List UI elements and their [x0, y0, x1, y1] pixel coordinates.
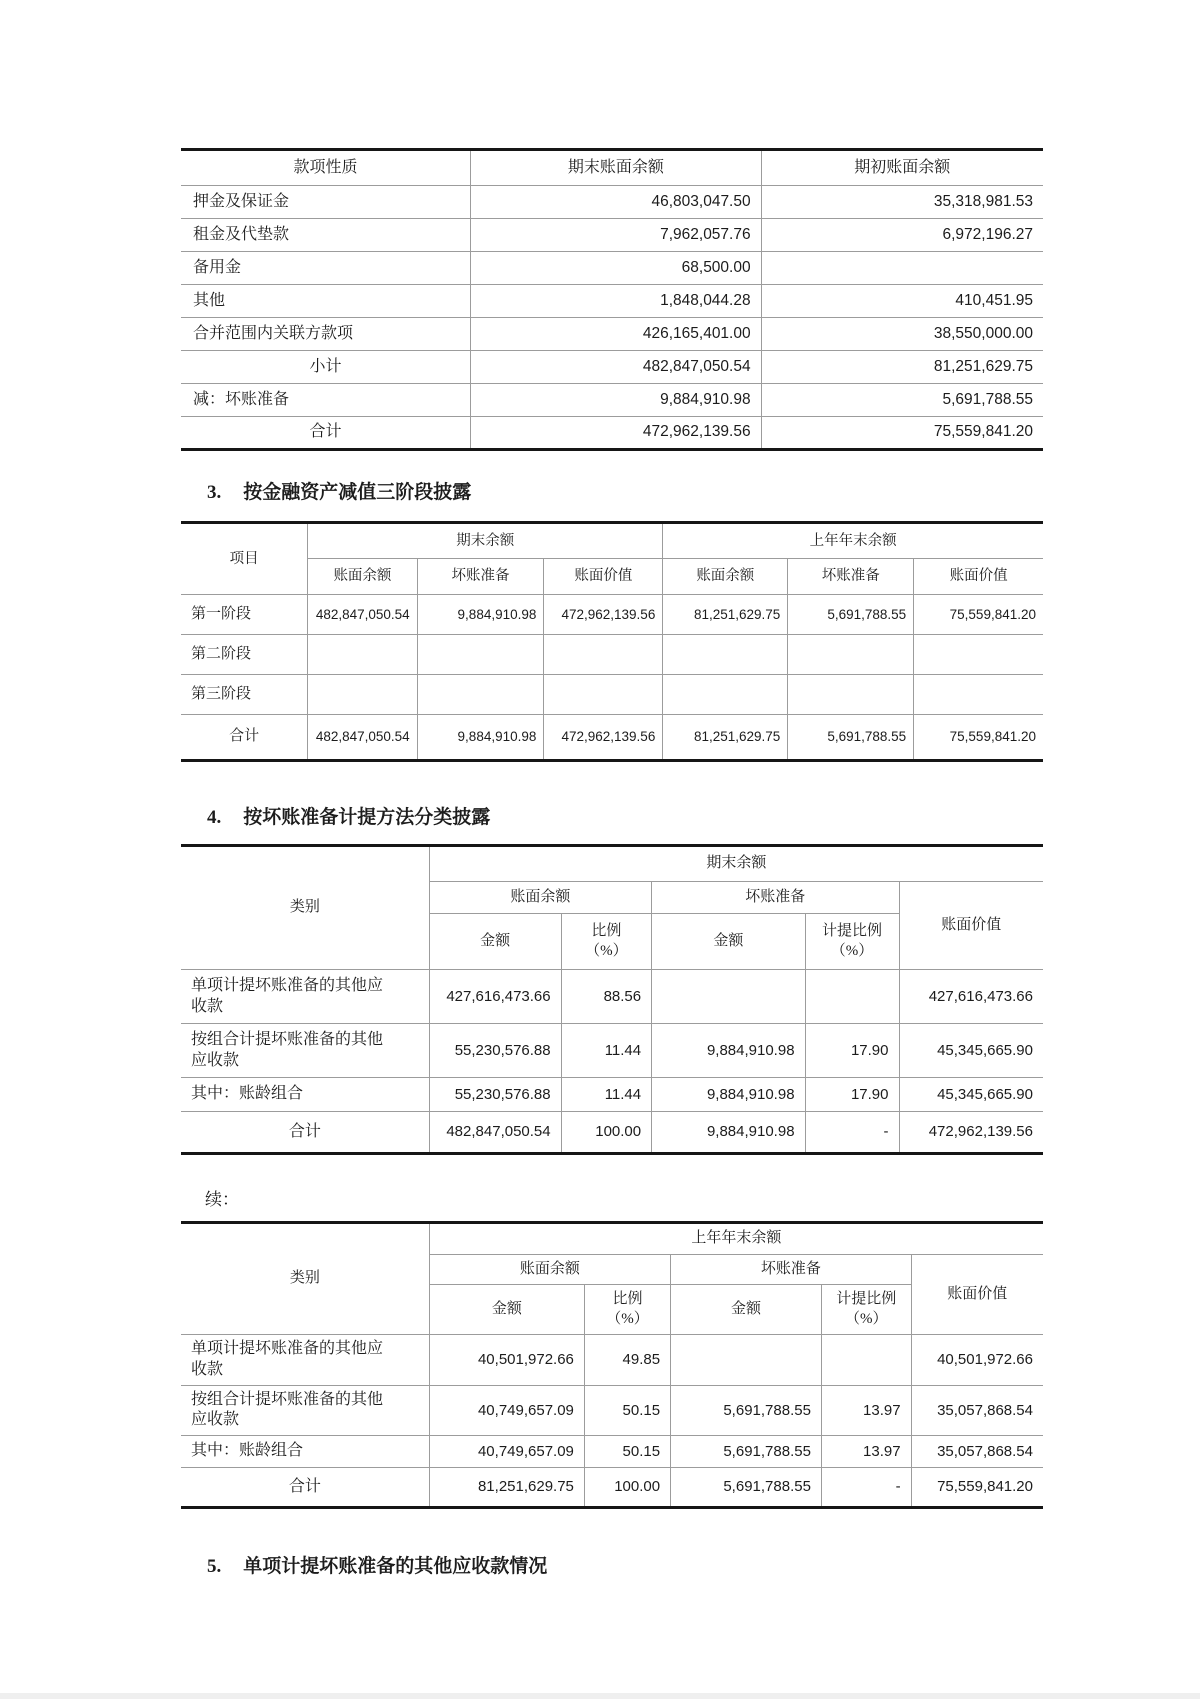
table-row-individual — [181, 1335, 1043, 1386]
cell-label: 第二阶段 — [181, 635, 308, 675]
cell-ending: 9,884,910.98 — [471, 384, 761, 417]
sub-header-book-balance: 账面余额 — [308, 559, 417, 595]
stage-table — [181, 521, 1043, 762]
cell-provision-ratio: 13.97 — [821, 1436, 911, 1468]
table-row-stage2 — [181, 635, 1043, 675]
cell-provision-amount — [671, 1335, 822, 1386]
section-heading-5 — [181, 1551, 1043, 1577]
sub-header-book-value: 账面价值 — [914, 559, 1043, 595]
cell-label: 第三阶段 — [181, 675, 308, 715]
provision-ratio-label: 计提比例 — [822, 923, 883, 939]
cell-category: 单项计提坏账准备的其他应收款 — [181, 1335, 429, 1386]
cell-amount: 427,616,473.66 — [429, 970, 561, 1024]
section-heading-4 — [181, 802, 1043, 828]
cell-ending: 472,962,139.56 — [471, 417, 761, 450]
sub-header-book-balance: 账面余额 — [663, 559, 788, 595]
section-number: 3. — [207, 482, 222, 503]
cell-ending: 68,500.00 — [471, 252, 761, 285]
cell-beginning: 410,451.95 — [761, 285, 1043, 318]
group-header-prior-year: 上年年末余额 — [663, 523, 1043, 559]
cell-book-value: 427,616,473.66 — [899, 970, 1043, 1024]
cell-label: 租金及代垫款 — [181, 219, 471, 252]
sub-header-book-value: 账面价值 — [544, 559, 663, 595]
cell-value — [914, 635, 1043, 675]
sub-header-bad-debt-provision: 坏账准备 — [417, 559, 544, 595]
table-row-total — [181, 1112, 1043, 1154]
cell-book-value: 40,501,972.66 — [911, 1335, 1043, 1386]
cell-value: 472,962,139.56 — [544, 715, 663, 761]
cell-value: 472,962,139.56 — [544, 595, 663, 635]
cell-book-value: 75,559,841.20 — [911, 1468, 1043, 1508]
section-title: 单项计提坏账准备的其他应收款情况 — [243, 1556, 548, 1578]
cell-ratio: 11.44 — [561, 1078, 652, 1112]
cell-provision-ratio — [805, 970, 899, 1024]
sub-header-amount — [671, 1285, 822, 1335]
cell-amount: 55,230,576.88 — [429, 1078, 561, 1112]
cell-provision-amount: 5,691,788.55 — [671, 1468, 822, 1508]
table-row-stage3 — [181, 675, 1043, 715]
cell-beginning: 38,550,000.00 — [761, 318, 1043, 351]
col-header-ending-balance: 期末账面余额 — [471, 150, 761, 186]
cell-provision-ratio: 13.97 — [821, 1385, 911, 1436]
cell-value: 5,691,788.55 — [788, 595, 914, 635]
table-row — [181, 252, 1043, 285]
table-subheader-row — [181, 559, 1043, 595]
table-row-total — [181, 417, 1043, 450]
provision-ratio-unit: （%） — [830, 942, 874, 959]
col-header-category: 类别 — [181, 1223, 429, 1335]
cell-category: 合计 — [181, 1468, 429, 1508]
table-row-aging — [181, 1436, 1043, 1468]
cell-ending: 46,803,047.50 — [471, 186, 761, 219]
cell-category: 单项计提坏账准备的其他应收款 — [181, 970, 429, 1024]
cell-provision-amount — [652, 970, 805, 1024]
table-row — [181, 219, 1043, 252]
provision-ratio-label: 计提比例 — [836, 1291, 897, 1307]
table-header-row — [181, 150, 1043, 186]
cell-value: 5,691,788.55 — [788, 715, 914, 761]
section-number: 4. — [207, 807, 222, 828]
cell-value — [663, 635, 788, 675]
page-bottom-edge — [0, 1693, 1200, 1699]
cell-provision-ratio — [821, 1335, 911, 1386]
col-header-item: 项目 — [181, 523, 308, 595]
cell-category: 其中：账龄组合 — [181, 1436, 429, 1468]
cell-provision-amount: 9,884,910.98 — [652, 1078, 805, 1112]
cell-ratio: 50.15 — [584, 1385, 670, 1436]
col-header-category: 类别 — [181, 846, 429, 970]
cell-label: 合并范围内关联方款项 — [181, 318, 471, 351]
cell-ratio: 50.15 — [584, 1436, 670, 1468]
ratio-unit: （%） — [606, 1310, 649, 1327]
cell-amount: 81,251,629.75 — [429, 1468, 584, 1508]
cell-label: 合计 — [181, 417, 471, 450]
cell-ratio: 11.44 — [561, 1024, 652, 1078]
ratio-unit: （%） — [585, 942, 628, 959]
cell-book-value: 45,345,665.90 — [899, 1078, 1043, 1112]
cell-value — [788, 635, 914, 675]
group-header-ending-balance: 期末余额 — [429, 846, 1043, 882]
cell-ending: 7,962,057.76 — [471, 219, 761, 252]
sub-header-provision-ratio — [821, 1285, 911, 1335]
cell-ending: 482,847,050.54 — [471, 351, 761, 384]
sub-header-amount — [652, 914, 805, 970]
table-row-portfolio — [181, 1385, 1043, 1436]
cell-label: 第一阶段 — [181, 595, 308, 635]
cell-book-value: 35,057,868.54 — [911, 1385, 1043, 1436]
sub-header-book-value: 账面价值 — [899, 882, 1043, 970]
col-header-nature: 款项性质 — [181, 150, 471, 186]
cell-amount: 40,501,972.66 — [429, 1335, 584, 1386]
cell-amount: 40,749,657.09 — [429, 1385, 584, 1436]
cell-value: 482,847,050.54 — [308, 715, 417, 761]
sub-header-bad-debt-provision: 坏账准备 — [788, 559, 914, 595]
cell-label: 小计 — [181, 351, 471, 384]
cell-value: 9,884,910.98 — [417, 595, 544, 635]
cell-beginning: 81,251,629.75 — [761, 351, 1043, 384]
table-group-header-row — [181, 846, 1043, 882]
cell-book-value: 45,345,665.90 — [899, 1024, 1043, 1078]
sub-header-ratio — [584, 1285, 670, 1335]
cell-label: 合计 — [181, 715, 308, 761]
cell-beginning: 35,318,981.53 — [761, 186, 1043, 219]
cell-value — [308, 635, 417, 675]
table-row-portfolio — [181, 1024, 1043, 1078]
sub-header-amount: 金额 — [429, 914, 561, 970]
sub-header-bad-debt-provision: 坏账准备 — [652, 882, 899, 914]
table-row — [181, 318, 1043, 351]
section-title: 按坏账准备计提方法分类披露 — [243, 807, 491, 828]
group-header-ending: 期末余额 — [308, 523, 663, 559]
cell-ending: 1,848,044.28 — [471, 285, 761, 318]
cell-beginning: 75,559,841.20 — [761, 417, 1043, 450]
cell-ratio: 49.85 — [584, 1335, 670, 1386]
table-row-total — [181, 715, 1043, 761]
cell-ratio: 100.00 — [584, 1468, 670, 1508]
sub-header-bad-debt-provision: 坏账准备 — [671, 1255, 911, 1285]
cell-value — [308, 675, 417, 715]
cell-provision-ratio: 17.90 — [805, 1078, 899, 1112]
cell-provision-amount: 9,884,910.98 — [652, 1112, 805, 1154]
sub-header-amount: 金额 — [429, 1285, 584, 1335]
sub-header-book-balance: 账面余额 — [429, 1255, 670, 1285]
table-group-header-row — [181, 523, 1043, 559]
cell-provision-ratio: - — [805, 1112, 899, 1154]
cell-provision-amount: 5,691,788.55 — [671, 1385, 822, 1436]
sub-header-ratio — [561, 914, 652, 970]
cell-label: 其他 — [181, 285, 471, 318]
amount-label: 金额 — [713, 932, 744, 949]
section-number: 5. — [207, 1556, 222, 1578]
table-row — [181, 384, 1043, 417]
cell-book-value: 35,057,868.54 — [911, 1436, 1043, 1468]
amount-label: 金额 — [731, 1300, 762, 1317]
method-table-prior — [181, 1221, 1043, 1509]
cell-category: 其中：账龄组合 — [181, 1078, 429, 1112]
cell-amount: 40,749,657.09 — [429, 1436, 584, 1468]
cell-label: 备用金 — [181, 252, 471, 285]
section-heading-3 — [181, 477, 1043, 503]
cell-value — [544, 635, 663, 675]
cell-provision-amount: 5,691,788.55 — [671, 1436, 822, 1468]
cell-category: 按组合计提坏账准备的其他应收款 — [181, 1024, 429, 1078]
cell-value: 482,847,050.54 — [308, 595, 417, 635]
cell-ratio: 88.56 — [561, 970, 652, 1024]
cell-value: 75,559,841.20 — [914, 715, 1043, 761]
cell-book-value: 472,962,139.56 — [899, 1112, 1043, 1154]
cell-ending: 426,165,401.00 — [471, 318, 761, 351]
cell-provision-ratio: - — [821, 1468, 911, 1508]
table-row-aging — [181, 1078, 1043, 1112]
ratio-label: 比例 — [612, 1291, 643, 1307]
continuation-label: 续： — [205, 1190, 239, 1209]
cell-value — [417, 635, 544, 675]
table-row — [181, 186, 1043, 219]
cell-value: 81,251,629.75 — [663, 595, 788, 635]
page-content — [181, 0, 1043, 1577]
table-group-header-row — [181, 1223, 1043, 1255]
col-header-beginning-balance: 期初账面余额 — [761, 150, 1043, 186]
cell-value — [417, 675, 544, 715]
cell-beginning: 6,972,196.27 — [761, 219, 1043, 252]
sub-header-provision-ratio — [805, 914, 899, 970]
cell-label: 减：坏账准备 — [181, 384, 471, 417]
cell-category: 按组合计提坏账准备的其他应收款 — [181, 1385, 429, 1436]
cell-value — [788, 675, 914, 715]
cell-value — [914, 675, 1043, 715]
cell-beginning — [761, 252, 1043, 285]
table-row-stage1 — [181, 595, 1043, 635]
sub-header-book-value: 账面价值 — [911, 1255, 1043, 1335]
cell-value: 81,251,629.75 — [663, 715, 788, 761]
ratio-label: 比例 — [591, 923, 622, 939]
table-row-individual — [181, 970, 1043, 1024]
cell-ratio: 100.00 — [561, 1112, 652, 1154]
cell-value: 75,559,841.20 — [914, 595, 1043, 635]
method-table-current — [181, 844, 1043, 1155]
cell-provision-ratio: 17.90 — [805, 1024, 899, 1078]
cell-category: 合计 — [181, 1112, 429, 1154]
table-row — [181, 285, 1043, 318]
provision-ratio-unit: （%） — [845, 1310, 888, 1327]
cell-value: 9,884,910.98 — [417, 715, 544, 761]
cell-provision-amount: 9,884,910.98 — [652, 1024, 805, 1078]
cell-value — [663, 675, 788, 715]
cell-amount: 482,847,050.54 — [429, 1112, 561, 1154]
cell-value — [544, 675, 663, 715]
cell-amount: 55,230,576.88 — [429, 1024, 561, 1078]
table-row-total — [181, 1468, 1043, 1508]
section-title: 按金融资产减值三阶段披露 — [243, 482, 472, 503]
table-row-subtotal — [181, 351, 1043, 384]
group-header-prior-year-balance: 上年年末余额 — [429, 1223, 1043, 1255]
sub-header-book-balance: 账面余额 — [429, 882, 651, 914]
cell-beginning: 5,691,788.55 — [761, 384, 1043, 417]
nature-table — [181, 148, 1043, 451]
cell-label: 押金及保证金 — [181, 186, 471, 219]
